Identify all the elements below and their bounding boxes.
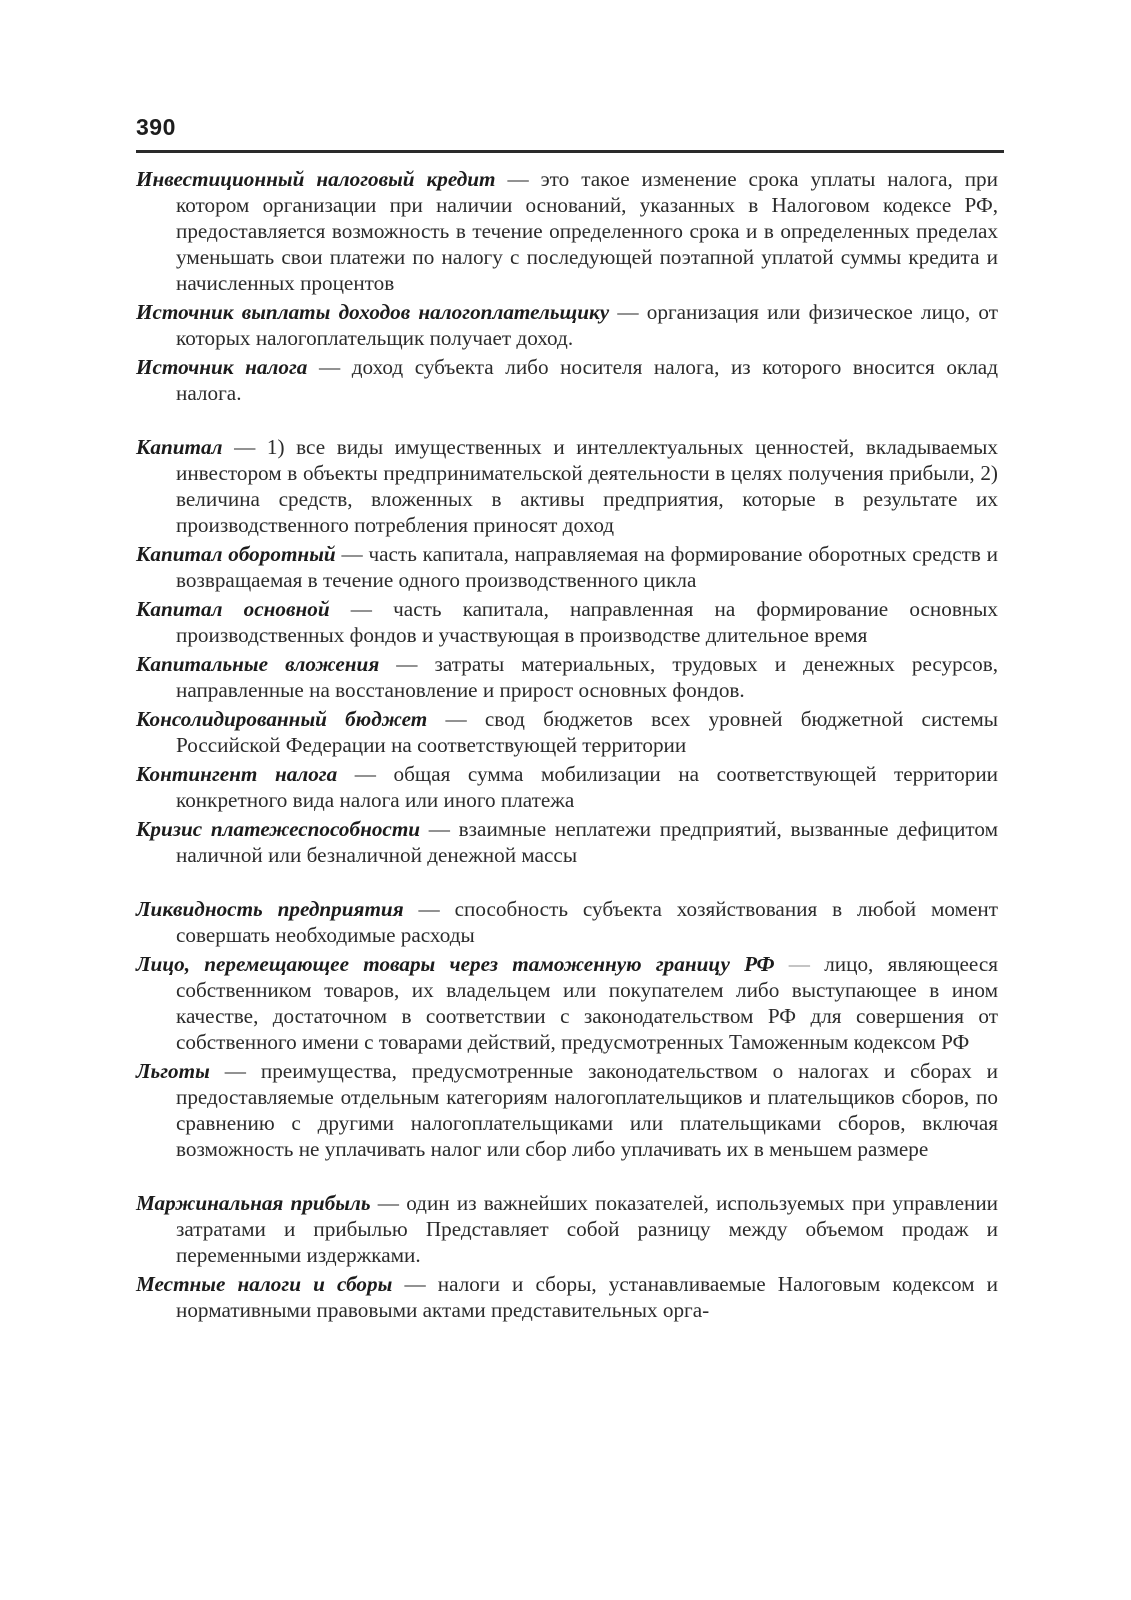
glossary-term: Капитальные вложения (136, 652, 380, 676)
glossary-definition: общая сумма мобилизации на соответствующей территории конкретного вида налога или иного платежа (176, 762, 998, 812)
glossary-definition: часть капитала, направляемая на формирование оборотных средств и возвращаемая в течение одного производственного цикла (176, 542, 998, 592)
glossary-entry-capital: Капитал — 1) все виды имущественных и интеллектуальных ценностей, вкладываемых инвестором в объекты предпринимательской деятельности в целях получения прибыли, 2) величина средств, вложенных в активы предприятия, которые в результате их производственного потребления приносят доход (136, 435, 998, 537)
glossary-term: Капитал основной (136, 597, 330, 621)
glossary-term: Ликвидность предприятия (136, 897, 404, 921)
glossary-term: Местные налоги и сборы (136, 1272, 393, 1296)
glossary-term: Источник выплаты доходов налогоплательщику (136, 300, 610, 324)
glossary-term: Капитал (136, 435, 223, 459)
glossary-definition: 1) все виды имущественных и интеллектуальных ценностей, вкладываемых инвестором в объекты предпринимательской деятельности в целях получения прибыли, 2) величина средств, вложенных в активы предприятия, которые в результате их производственного потребления приносят доход (176, 435, 998, 537)
glossary-entry-capital-investments: Капитальные вложения — затраты материальных, трудовых и денежных ресурсов, направленные на восстановление и прирост основных фондов. (136, 652, 998, 702)
glossary-definition: затраты материальных, трудовых и денежных ресурсов, направленные на восстановление и прирост основных фондов. (176, 652, 998, 702)
glossary-section (136, 166, 998, 1326)
glossary-definition: это такое изменение срока уплаты налога, при котором организации при наличии оснований, указанных в Налоговом кодексе РФ, предоставляется возможность в течение определенного срока и в определенных пределах уменьшать свои платежи по налогу с последующей поэтапной уплатой суммы кредита и начисленных процентов (176, 167, 998, 295)
glossary-entry-marginal-profit: Маржинальная прибыль — один из важнейших показателей, используемых при управлении затратами и прибылью Представляет собой разницу между объемом продаж и переменными издержками. (136, 1191, 999, 1267)
glossary-definition: способность субъекта хозяйствования в любой момент совершать необходимые расходы (176, 897, 998, 947)
glossary-entry-benefits: Льготы — преимущества, предусмотренные законодательством о налогах и сборах и предоставляемые отдельным категориям налогоплательщиков и плательщиков сборов, по сравнению с другими налогоплательщиками или плательщиками сборов, включая возможность не уплачивать налог или сбор либо уплачивать их в меньшем размере (136, 1059, 998, 1161)
glossary-entry-tax-contingent: Контингент налога — общая сумма мобилизации на соответствующей территории конкретного вида налога или иного платежа (136, 762, 998, 812)
page-header (136, 110, 1004, 153)
glossary-entry-fixed-capital: Капитал основной — часть капитала, направленная на формирование основных производственных фондов и участвующая в производстве длительное время (136, 597, 998, 647)
glossary-entry-investment-tax-credit: Инвестиционный налоговый кредит — это такое изменение срока уплаты налога, при котором организации при наличии оснований, указанных в Налоговом кодексе РФ, предоставляется возможность в течение определенного срока и в определенных пределах уменьшать свои платежи по налогу с последующей поэтапной уплатой суммы кредита и начисленных процентов (136, 167, 998, 295)
glossary-definition: лицо, являющееся собственником товаров, их владельцем или покупателем либо выступающее в ином качестве, достаточном в соответствии с законодательством РФ для совершения от собственного имени с товарами действий, предусмотренных Таможенным кодексом РФ (176, 952, 999, 1054)
glossary-entry-customs-person: Лицо, перемещающее товары через таможенную границу РФ — лицо, являющееся собственником товаров, их владельцем или покупателем либо выступающее в ином качестве, достаточном в соответствии с законодательством РФ для совершения от собственного имени с товарами действий, предусмотренных Таможенным кодексом РФ (136, 952, 999, 1054)
glossary-term: Маржинальная прибыль (136, 1191, 371, 1215)
glossary-term: Инвестиционный налоговый кредит (136, 167, 496, 191)
glossary-term: Кризис платежеспособности (136, 817, 421, 841)
glossary-entry-working-capital: Капитал оборотный — часть капитала, направляемая на формирование оборотных средств и возвращаемая в течение одного производственного цикла (136, 542, 998, 592)
glossary-entry-tax-source: Источник налога — доход субъекта либо носителя налога, из которого вносится оклад налога. (136, 355, 998, 405)
glossary-definition: часть капитала, направленная на формирование основных производственных фондов и участвующая в производстве длительное время (176, 597, 998, 647)
glossary-term: Лицо, перемещающее товары через таможенную границу РФ (136, 952, 775, 976)
glossary-entry-income-payment-source: Источник выплаты доходов налогоплательщику — организация или физическое лицо, от которых налогоплательщик получает доход. (136, 300, 998, 350)
glossary-definition: доход субъекта либо носителя налога, из которого вносится оклад налога. (176, 355, 998, 405)
glossary-entry-local-taxes: Местные налоги и сборы — налоги и сборы, устанавливаемые Налоговым кодексом и нормативными правовыми актами представительных орга- (136, 1272, 999, 1322)
glossary-definition: свод бюджетов всех уровней бюджетной системы Российской Федерации на соответствующей территории (176, 707, 998, 757)
glossary-definition: налоги и сборы, устанавливаемые Налоговым кодексом и нормативными правовыми актами представительных орга- (176, 1272, 999, 1322)
glossary-entry-solvency-crisis: Кризис платежеспособности — взаимные неплатежи предприятий, вызванные дефицитом наличной или безналичной денежной массы (136, 817, 998, 867)
glossary-definition: взаимные неплатежи предприятий, вызванные дефицитом наличной или безналичной денежной массы (176, 817, 998, 867)
glossary-definition: организация или физическое лицо, от которых налогоплательщик получает доход. (176, 300, 998, 350)
glossary-term: Льготы (136, 1059, 210, 1083)
glossary-term: Контингент налога (136, 762, 338, 786)
glossary-entry-enterprise-liquidity: Ликвидность предприятия — способность субъекта хозяйствования в любой момент совершать необходимые расходы (136, 897, 998, 947)
glossary-term: Источник налога (136, 355, 308, 379)
page-number: 390 (136, 114, 176, 140)
glossary-definition: преимущества, предусмотренные законодательством о налогах и сборах и предоставляемые отдельным категориям налогоплательщиков и плательщиков сборов, по сравнению с другими налогоплательщиками или плательщиками сборов, включая возможность не уплачивать налог или сбор либо уплачивать их в меньшем размере (176, 1059, 998, 1161)
glossary-definition: один из важнейших показателей, используемых при управлении затратами и прибылью Представляет собой разницу между объемом продаж и переменными издержками. (176, 1191, 999, 1267)
glossary-entry-consolidated-budget: Консолидированный бюджет — свод бюджетов всех уровней бюджетной системы Российской Федерации на соответствующей территории (136, 707, 998, 757)
glossary-term: Капитал оборотный (136, 542, 336, 566)
glossary-term: Консолидированный бюджет (136, 707, 428, 731)
